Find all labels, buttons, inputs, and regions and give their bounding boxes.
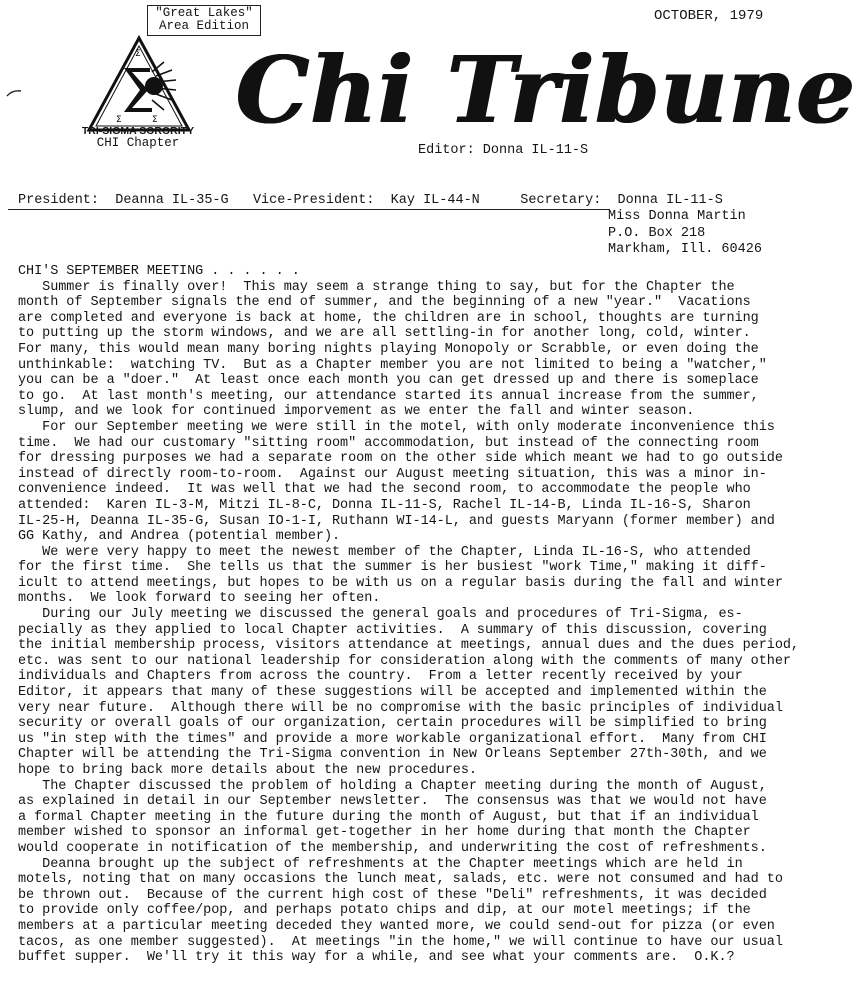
article-line: unthinkable: watching TV. But as a Chapter member you are not limited to being a "watcher," <box>18 357 767 373</box>
edition-line-1: "Great Lakes" <box>155 6 253 20</box>
article-line: to putting up the storm windows, and we are all settling-in for another long, cold, winter. <box>18 326 751 342</box>
svg-text:Σ: Σ <box>116 115 122 125</box>
edition-box <box>147 5 261 36</box>
article-line: the initial membership process, visitors attendance at meetings, annual dues and the dues period, <box>18 638 799 654</box>
article-line: us "in step with the times" and provide a more workable organizational effort. Many from CHI <box>18 731 767 747</box>
masthead-title: Chi Tribune <box>236 36 856 144</box>
article-line: Deanna brought up the subject of refreshments at the Chapter meetings which are held in <box>18 856 743 872</box>
article-line: instead of directly room-to-room. Against our August meeting situation, this was a minor in- <box>18 466 767 482</box>
article-line: for dressing purposes we had a separate room on the other side which meant we had to go outside <box>18 451 783 467</box>
issue-date: OCTOBER, 1979 <box>654 8 764 24</box>
article-line: a formal Chapter meeting in the future during the month of August, but that if an individual <box>18 809 759 825</box>
article-line: GG Kathy, and Andrea (potential member). <box>18 529 341 545</box>
article-line: as explained in detail in our September newsletter. The consensus was that we would not have <box>18 794 767 810</box>
article-line: tacos, as one member suggested). At meetings "in the home," we will continue to have our usual <box>18 934 783 950</box>
address-line-1: Miss Donna Martin <box>608 209 746 224</box>
article-line: very near future. Although there will be no compromise with the basic principles of individual <box>18 700 783 716</box>
article-line: For many, this would mean many boring nights playing Monopoly or Scrabble, or even doing the <box>18 341 759 357</box>
article-line: Summer is finally over! This may seem a strange thing to say, but for the Chapter the <box>18 279 735 295</box>
svg-text:Σ: Σ <box>135 49 141 59</box>
article-line: would cooperate in notification of the membership, and underwriting the cost of refreshments. <box>18 840 767 856</box>
article-line: individuals and Chapters from across the country. From a letter recently received by your <box>18 669 743 685</box>
article-line: attended: Karen IL-3-M, Mitzi IL-8-C, Donna IL-11-S, Rachel IL-14-B, Linda IL-16-S, Sharon <box>18 497 751 513</box>
article-line: During our July meeting we discussed the general goals and procedures of Tri-Sigma, es- <box>18 607 743 623</box>
logo-chapter-name: CHI Chapter <box>96 136 180 150</box>
article-line: icult to attend meetings, but hopes to be with us on a regular basis during the fall and winter <box>18 575 783 591</box>
article-line: hope to bring back more details about the new procedures. <box>18 763 477 778</box>
article-line: to provide only coffee/pop, and perhaps potato chips and dip, at our motel meetings; if the <box>18 903 751 919</box>
article-line: are completed and everyone is back at home, the children are in school, thoughts are turning <box>18 310 759 326</box>
article-line: security or overall goals of our organization, certain procedures will be simplified to bring <box>18 716 767 732</box>
svg-text:Σ: Σ <box>152 115 158 125</box>
margin-mark <box>6 88 22 98</box>
article-line: you can be a "doer." At least once each month you can get dressed up and there is someplace <box>18 373 759 389</box>
article-line: slump, and we look for continued imporvement as we enter the fall and winter season. <box>18 404 695 420</box>
article-line: pecially as they applied to local Chapter activities. A summary of this discussion, covering <box>18 622 767 638</box>
article-line: members at a particular meeting deceded they wanted more, we could send-out for pizza (or even <box>18 918 775 934</box>
article-line: motels, noting that on many occasions the lunch meat, salads, etc. were not consumed and had to <box>18 872 783 888</box>
article-line: month of September signals the end of summer, and the beginning of a new "year." Vacations <box>18 295 751 311</box>
article-line: member wished to sponsor an informal get-together in her home during that month the Chapter <box>18 825 751 841</box>
article-line: Editor, it appears that many of these suggestions will be accepted and implemented within the <box>18 685 767 701</box>
article-line: etc. was sent to our national leadership for consideration along with the comments of many other <box>18 653 791 669</box>
article-line: IL-25-H, Deanna IL-35-G, Susan IO-1-I, Ruthann WI-14-L, and guests Maryann (former member) and <box>18 513 775 529</box>
edition-line-2: Area Edition <box>158 19 249 33</box>
article-line: months. We look forward to seeing her often. <box>18 591 381 607</box>
sorority-triangle-logo <box>86 36 192 134</box>
officers-rule <box>8 209 610 210</box>
officers-line: President: Deanna IL-35-G Vice-President: Kay IL-44-N Secretary: Donna IL-11-S <box>18 193 723 208</box>
article-line: convenience indeed. It was well that we had the second room, to accommodate the people who <box>18 482 751 498</box>
article-body <box>18 264 799 966</box>
article-line: for the first time. She tells us that the summer is her busiest "work Time," making it diff- <box>18 560 767 576</box>
logo-caption <box>68 126 208 150</box>
address-line-2: P.O. Box 218 <box>608 225 706 241</box>
article-line: The Chapter discussed the problem of holding a Chapter meeting during the month of August, <box>18 778 767 794</box>
address-line-3: Markham, Ill. 60426 <box>608 242 762 257</box>
logo-org-name: TRI-SIGMA SORORITY <box>81 125 195 137</box>
article-line: to go. At last month's meeting, our attendance started its annual increase from the summer, <box>18 388 759 404</box>
article-line: buffet supper. We'll try it this way for a while, and see what your comments are. O.K.? <box>18 950 735 966</box>
article-line: time. We had our customary "sitting room" accommodation, but instead of the connecting room <box>18 435 759 451</box>
mailing-address <box>608 209 762 259</box>
article-headline: CHI'S SEPTEMBER MEETING . . . . . . <box>18 264 300 279</box>
article-line: We were very happy to meet the newest member of the Chapter, Linda IL-16-S, who attended <box>18 544 751 560</box>
article-line: For our September meeting we were still in the motel, with only moderate inconvenience this <box>18 419 775 435</box>
editor-line: Editor: Donna IL-11-S <box>418 143 589 158</box>
article-line: Chapter will be attending the Tri-Sigma convention in New Orleans September 27th-30th, and we <box>18 747 767 763</box>
article-line: be thrown out. Because of the current high cost of these "Deli" refreshments, it was decided <box>18 887 767 903</box>
